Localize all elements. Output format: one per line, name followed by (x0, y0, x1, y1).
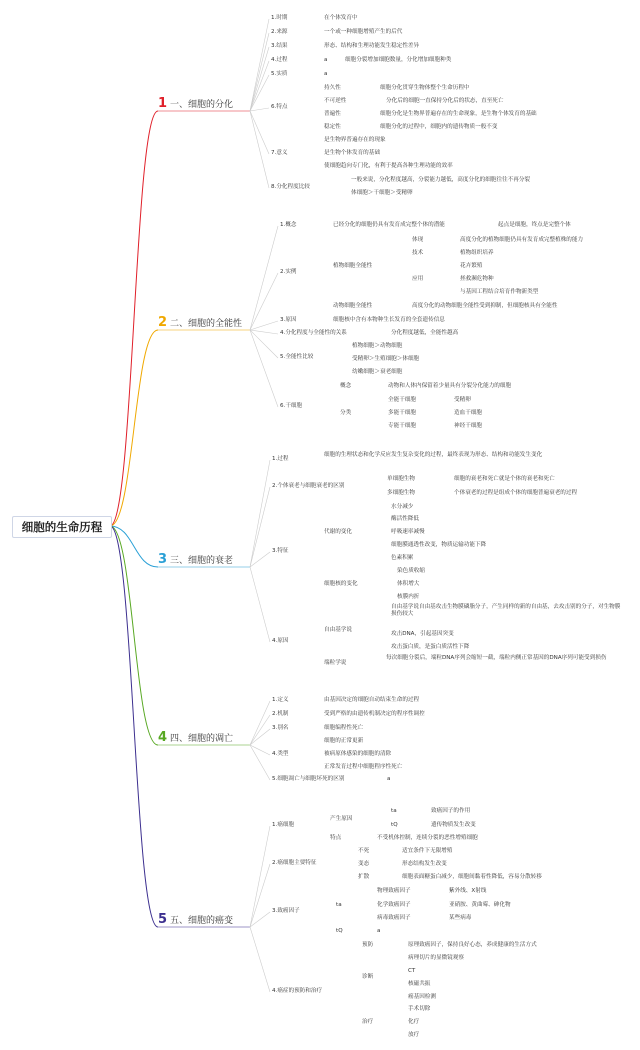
connector-line (250, 864, 270, 927)
section3-detail[interactable]: 水分减少 (391, 504, 414, 510)
section5-detail[interactable]: 癌基因检测 (408, 994, 436, 1000)
section5-detail[interactable]: tQ (336, 928, 343, 934)
section2-detail[interactable]: 高度分化的植物细胞仍具有发育成完整植株的能力 (460, 237, 584, 243)
section-number: 2 (158, 315, 168, 330)
section-node-4[interactable] (158, 732, 233, 745)
section1-detail[interactable]: 在个体发育中 (324, 15, 358, 21)
section-title: 三、细胞的衰老 (170, 556, 234, 566)
branch-line (110, 330, 158, 526)
section5-detail[interactable]: 产生原因 (330, 816, 353, 822)
connector-line (250, 826, 270, 927)
section3-detail[interactable]: 代谢的变化 (324, 529, 352, 535)
connector-line (250, 912, 270, 927)
section2-detail[interactable]: 造血干细胞 (454, 410, 482, 416)
section3-category[interactable]: 4.原因 (272, 638, 289, 644)
section-title: 五、细胞的癌变 (170, 916, 234, 926)
section4-category[interactable]: 3.别名 (272, 725, 289, 731)
section1-category[interactable]: 2.来源 (271, 29, 288, 35)
section5-detail[interactable]: 扩散 (358, 874, 370, 880)
section5-category[interactable]: 2.癌细胞主要特征 (272, 860, 317, 866)
section2-category[interactable]: 2.实例 (280, 269, 297, 275)
section2-detail[interactable]: 分化程度越低，全能性越高 (391, 330, 459, 336)
section4-category[interactable]: 1.定义 (272, 697, 289, 703)
section1-detail[interactable]: 不可逆性 (324, 98, 347, 104)
section4-detail[interactable]: 被病原体感染的细胞的清除 (324, 751, 392, 757)
section2-category[interactable]: 3.原因 (280, 317, 297, 323)
section2-detail[interactable]: 受精卵 (454, 397, 471, 403)
section1-detail[interactable]: 是生物个体发育的基础 (324, 150, 380, 156)
section2-detail[interactable]: 专能干细胞 (388, 423, 416, 429)
section1-category[interactable]: 3.结果 (271, 43, 288, 49)
section1-detail[interactable]: a (324, 71, 328, 77)
section2-detail[interactable]: 拯救濒危物种 (460, 276, 494, 282)
section2-detail[interactable]: 植物细胞全能性 (333, 263, 373, 269)
section2-category[interactable]: 4.分化程度与全能性的关系 (280, 330, 347, 336)
section3-category[interactable]: 3.特征 (272, 548, 289, 554)
section3-category[interactable]: 2.个体衰老与细胞衰老的区别 (272, 483, 345, 489)
section5-detail[interactable]: 核磁共振 (408, 981, 431, 987)
section-node-1[interactable] (158, 98, 233, 111)
section2-detail[interactable]: 受精卵＞生殖细胞＞体细胞 (352, 356, 420, 362)
section2-detail[interactable]: 起点是细胞，终点是完整个体 (498, 222, 571, 228)
section-node-2[interactable] (158, 317, 242, 330)
section5-detail[interactable]: 手术切除 (408, 1006, 431, 1012)
section2-detail[interactable]: 分类 (340, 410, 352, 416)
section2-detail[interactable]: 概念 (340, 383, 352, 389)
connector-line (250, 460, 270, 567)
section4-detail[interactable]: 细胞的正常更新 (324, 738, 364, 744)
section5-detail[interactable]: 形态结构发生改变 (402, 861, 447, 867)
section2-detail[interactable]: 幼嫩细胞＞衰老细胞 (352, 369, 403, 375)
section4-detail[interactable]: 受到严格的由遗传机制决定的程序性调控 (324, 711, 425, 717)
section2-detail[interactable]: 已经分化的细胞仍具有发育成完整个体的潜能 (333, 222, 445, 228)
connector-line (250, 701, 270, 745)
section1-category[interactable]: 4.过程 (271, 57, 288, 63)
section-number: 4 (158, 730, 168, 745)
section3-detail[interactable]: 个体衰老的过程是组成个体的细胞普遍衰老的过程 (454, 490, 578, 496)
section5-detail[interactable]: 病毒致癌因子 (377, 915, 411, 921)
section-title: 四、细胞的凋亡 (170, 734, 234, 744)
section5-detail[interactable]: 特点 (330, 835, 342, 841)
section4-category[interactable]: 4.类型 (272, 751, 289, 757)
connector-line (250, 111, 269, 188)
section4-detail[interactable]: 由基因决定的细胞自动结束生命的过程 (324, 697, 420, 703)
connector-line (250, 330, 278, 334)
section3-detail[interactable]: 酶活性降低 (391, 516, 419, 522)
connector-line (250, 33, 269, 111)
section1-category[interactable]: 7.意义 (271, 150, 288, 156)
section4-category[interactable]: 5.细胞凋亡与细胞坏死的区别 (272, 776, 345, 782)
section2-category[interactable]: 5.全能性比较 (280, 354, 314, 360)
section5-detail[interactable]: 预防 (362, 942, 374, 948)
section1-detail[interactable]: 稳定性 (324, 124, 341, 130)
section3-category[interactable]: 1.过程 (272, 456, 289, 462)
section5-detail[interactable]: 亚硝胺、黄曲霉、砷化物 (449, 902, 511, 908)
section-node-3[interactable] (158, 554, 233, 567)
section5-detail[interactable]: 致癌因子的作用 (431, 808, 471, 814)
section2-detail[interactable]: 植物细胞＞动物细胞 (352, 343, 403, 349)
section2-detail[interactable]: 花卉繁殖 (460, 263, 483, 269)
section2-detail[interactable]: 动物和人体内保留着少量具有分裂分化能力的细胞 (388, 383, 512, 389)
section1-detail[interactable]: 细胞分化的过程中，细胞内的遗传物质一般不变 (380, 124, 498, 130)
connector-line (250, 111, 269, 154)
section5-detail[interactable]: ta (336, 902, 342, 908)
section-title: 二、细胞的全能性 (170, 319, 243, 329)
section2-detail[interactable]: 细胞核中含有本物种生长发育的全套遗传信息 (333, 317, 445, 323)
section2-detail[interactable]: 全能干细胞 (388, 397, 416, 403)
section1-detail[interactable]: a (324, 57, 328, 63)
section4-category[interactable]: 2.机制 (272, 711, 289, 717)
section2-detail[interactable]: 高度分化的动物细胞全能性受到抑制，但细胞核具有全能性 (412, 303, 558, 309)
section3-detail[interactable]: 细胞的衰老和死亡就是个体的衰老和死亡 (454, 476, 555, 482)
connector-line (250, 61, 269, 111)
connector-line (250, 321, 278, 330)
branch-line (110, 526, 158, 927)
section3-detail[interactable]: 色素积累 (391, 555, 414, 561)
section1-category[interactable]: 5.实质 (271, 71, 288, 77)
connector-line (250, 715, 270, 745)
section-number: 3 (158, 552, 168, 567)
connector-line (250, 927, 270, 992)
section5-detail[interactable]: 细胞表面糖蛋白减少，细胞间黏着性降低，容易分散转移 (402, 874, 542, 880)
section5-detail[interactable]: tQ (391, 822, 398, 828)
section5-detail[interactable]: 某些病毒 (449, 915, 472, 921)
connector-line (250, 47, 269, 111)
section5-detail[interactable]: 紫外线、X射线 (449, 888, 487, 894)
section5-category[interactable]: 3.致癌因子 (272, 908, 300, 914)
section3-detail[interactable]: 体积增大 (397, 581, 420, 587)
section5-detail[interactable]: 病理切片的显微镜观察 (408, 955, 464, 961)
section5-category[interactable]: 1.癌细胞 (272, 822, 295, 828)
section1-category[interactable]: 1.时期 (271, 15, 288, 21)
section5-detail[interactable]: 适宜条件下无限增殖 (402, 848, 453, 854)
section5-detail[interactable]: CT (408, 968, 416, 974)
section3-detail[interactable]: 染色质收缩 (397, 568, 425, 574)
section-number: 5 (158, 912, 168, 927)
section3-detail[interactable]: 自由基学说自由基攻击生物膜磷脂分子，产生同样的新的自由基，去攻击别的分子，对生物膜损伤较大 (391, 604, 621, 617)
section4-detail[interactable]: a (387, 776, 391, 782)
section1-category[interactable]: 6.特点 (271, 104, 288, 110)
section1-detail[interactable]: 形态、结构和生理功能发生稳定性差异 (324, 43, 420, 49)
section5-detail[interactable]: 诊断 (362, 974, 374, 980)
section1-detail[interactable]: 细胞分化贯穿生物体整个生命历程中 (380, 85, 470, 91)
section5-detail[interactable]: 不受机体控制，连续分裂的恶性增殖细胞 (377, 835, 478, 841)
root-node[interactable]: 细胞的生命历程 (12, 516, 112, 538)
section1-detail[interactable]: 使细胞趋向专门化，有利于提高各种生理功能的效率 (324, 163, 453, 169)
branch-line (110, 526, 158, 745)
section2-detail[interactable]: 与基因工程结合培育作物新类型 (460, 289, 539, 295)
connector-line (250, 729, 270, 745)
section3-detail[interactable]: 细胞膜通透性改变，物质运输功能下降 (391, 542, 487, 548)
connector-line (250, 487, 270, 567)
section5-detail[interactable]: 放疗 (408, 1032, 420, 1038)
section1-detail[interactable]: 细胞分化是生物界普遍存在的生命现象，是生物个体发育的基础 (380, 111, 537, 117)
section2-detail[interactable]: 技术 (412, 250, 424, 256)
section-title: 一、细胞的分化 (170, 100, 234, 110)
section3-detail[interactable]: 呼吸速率减慢 (391, 529, 425, 535)
section-number: 1 (158, 96, 168, 111)
section5-detail[interactable]: 物理致癌因子 (377, 888, 411, 894)
section1-detail[interactable]: 体细胞＞干细胞＞受精卵 (351, 190, 413, 196)
section2-detail[interactable]: 应用 (412, 276, 424, 282)
section3-detail[interactable]: 细胞核的变化 (324, 581, 358, 587)
connector-line (250, 19, 269, 111)
section1-category[interactable]: 8.分化程度比较 (271, 184, 310, 190)
section5-detail[interactable]: 原理致癌因子，保持良好心态，养成健康的生活方式 (408, 942, 537, 948)
section2-detail[interactable]: 动物细胞全能性 (333, 303, 373, 309)
section1-detail[interactable]: 细胞分裂增加细胞数量，分化增加细胞种类 (345, 57, 452, 63)
connector-line (250, 75, 269, 111)
section1-detail[interactable]: 普遍性 (324, 111, 341, 117)
connector-line (250, 273, 278, 330)
connector-line (250, 226, 278, 330)
section3-detail[interactable]: 多细胞生物 (387, 490, 415, 496)
section1-detail[interactable]: 持久性 (324, 85, 341, 91)
section3-detail[interactable]: 细胞的生理状态和化学反应发生复杂变化的过程，最终表现为形态、结构和功能发生变化 (324, 452, 543, 458)
section5-detail[interactable]: 化学致癌因子 (377, 902, 411, 908)
section5-detail[interactable]: 治疗 (362, 1019, 374, 1025)
connector-line (250, 108, 269, 111)
section2-detail[interactable]: 植物组织培养 (460, 250, 494, 256)
section2-detail[interactable]: 神经干细胞 (454, 423, 482, 429)
section5-detail[interactable]: 不死 (358, 848, 370, 854)
section4-detail[interactable]: 细胞编程性死亡 (324, 725, 364, 731)
section5-detail[interactable]: 遗传物质发生改变 (431, 822, 476, 828)
section3-detail[interactable]: 端粒学说 (324, 660, 347, 666)
section1-detail[interactable]: 分化后的细胞一直保持分化后的状态，直至死亡 (386, 98, 504, 104)
section3-detail[interactable]: 攻击DNA，引起基因突变 (391, 631, 454, 637)
section-node-5[interactable] (158, 914, 233, 927)
section5-detail[interactable]: a (377, 928, 381, 934)
connector-line (250, 567, 270, 642)
section1-detail[interactable]: 一个或一种细胞增殖产生的后代 (324, 29, 403, 35)
section3-detail[interactable]: 自由基学说 (324, 627, 352, 633)
branch-line (110, 526, 158, 567)
section5-detail[interactable]: 变态 (358, 861, 370, 867)
section4-detail[interactable]: 正常发育过程中细胞程序性死亡 (324, 764, 403, 770)
section2-detail[interactable]: 多能干细胞 (388, 410, 416, 416)
section3-detail[interactable]: 每次细胞分裂后，端粒DNA序列会缩短一截，端粒内侧正常基因的DNA序列可能受到损伤 (386, 655, 607, 661)
connector-line (250, 330, 278, 358)
branch-line (110, 111, 158, 526)
section5-detail[interactable]: 化疗 (408, 1019, 420, 1025)
section5-category[interactable]: 4.癌症的预防和治疗 (272, 988, 323, 994)
section3-detail[interactable]: 攻击蛋白质，是蛋白质活性下降 (391, 644, 470, 650)
connector-line (250, 330, 278, 407)
section2-detail[interactable]: 体现 (412, 237, 424, 243)
section3-detail[interactable]: 单细胞生物 (387, 476, 415, 482)
section3-detail[interactable]: 核膜内折 (397, 594, 420, 600)
section5-detail[interactable]: ta (391, 808, 397, 814)
section1-detail[interactable]: 是生物界普遍存在的现象 (324, 137, 386, 143)
section1-detail[interactable]: 一般来说，分化程度越高，分裂能力越低，高度分化的细胞往往不再分裂 (351, 177, 531, 183)
section2-category[interactable]: 6.干细胞 (280, 403, 303, 409)
section2-category[interactable]: 1.概念 (280, 222, 297, 228)
